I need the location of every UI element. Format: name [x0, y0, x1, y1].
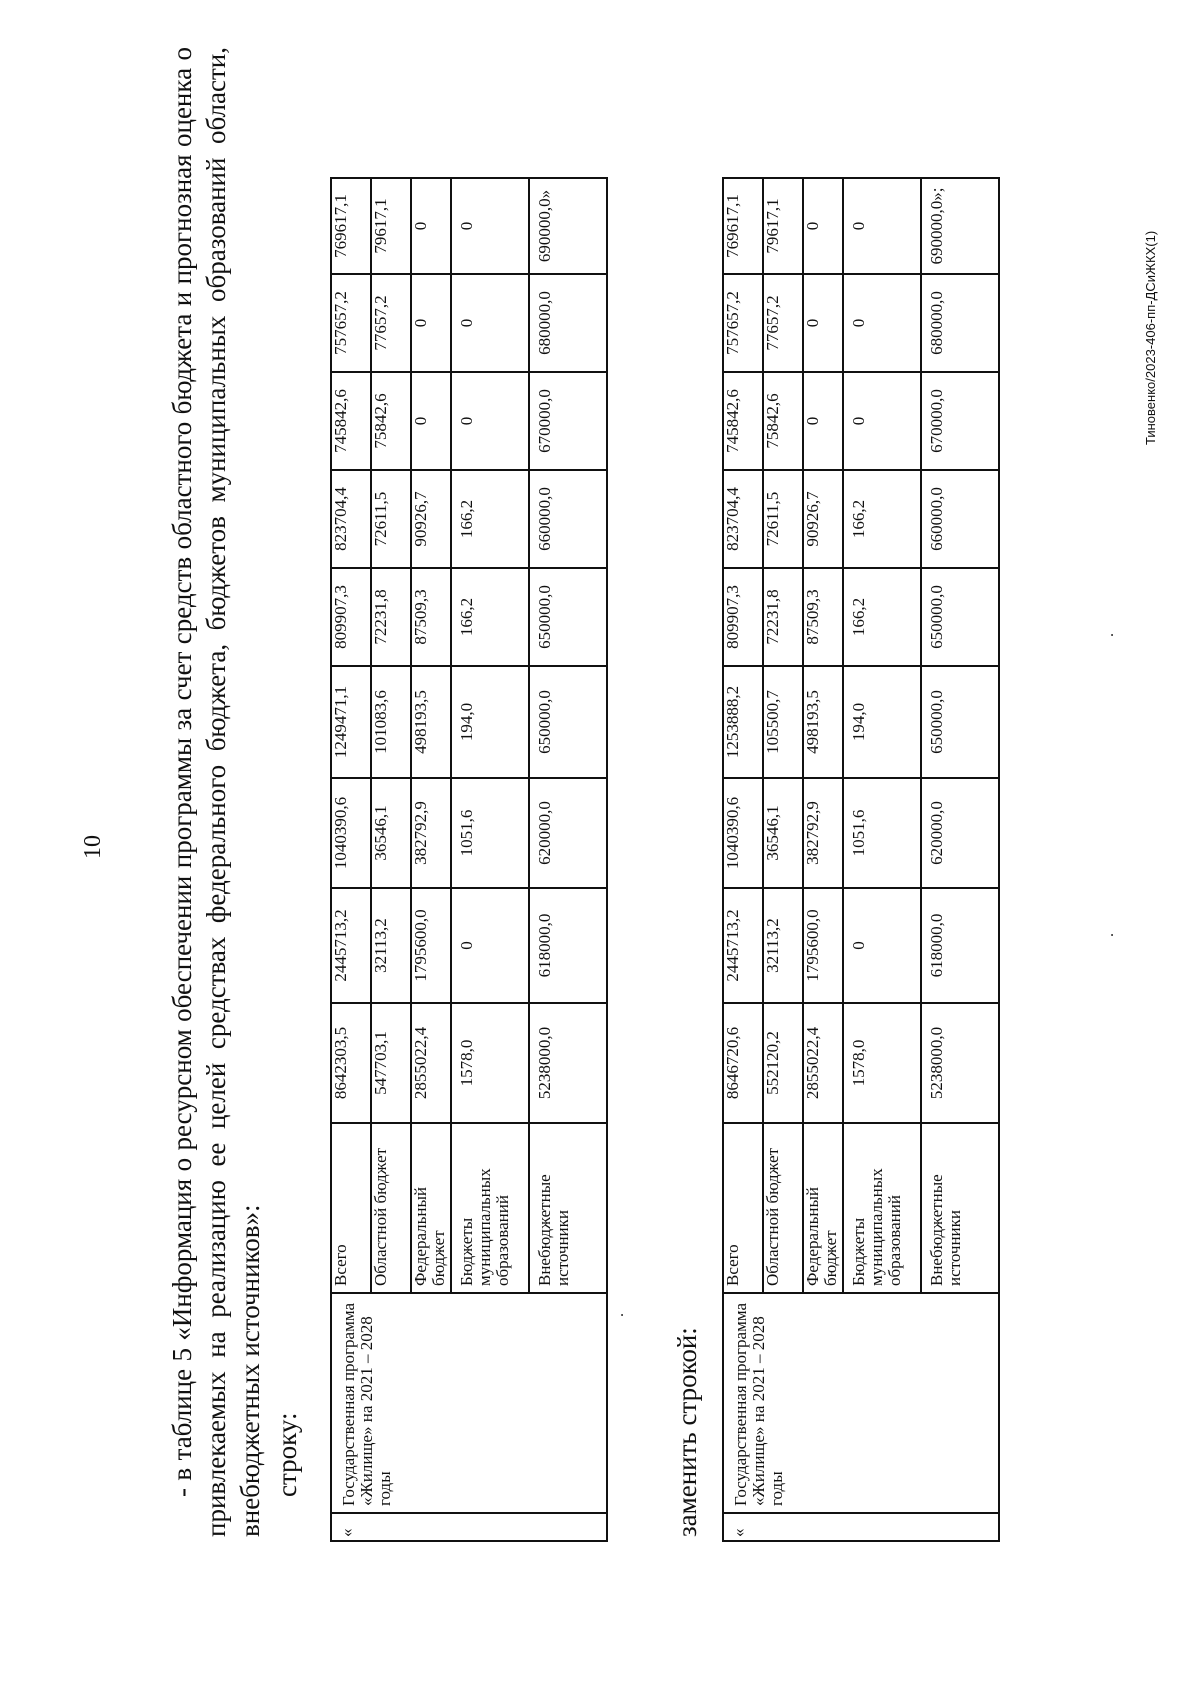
- value-cell: 5238000,0: [529, 1003, 607, 1123]
- value-cell: 650000,0: [529, 666, 607, 778]
- value-cell: 1040390,6: [723, 778, 763, 888]
- value-cell: 0: [843, 178, 921, 274]
- value-cell: 769617,1: [331, 178, 371, 274]
- value-cell: 0: [451, 274, 529, 372]
- value-cell: 79617,1: [371, 178, 411, 274]
- value-cell: 75842,6: [763, 372, 803, 470]
- value-cell: 0: [451, 888, 529, 1003]
- value-cell: 0: [843, 274, 921, 372]
- value-cell: 87509,3: [803, 568, 843, 666]
- value-cell: 2445713,2: [723, 888, 763, 1003]
- value-cell: 77657,2: [763, 274, 803, 372]
- value-cell: 72611,5: [371, 470, 411, 568]
- value-cell: 166,2: [843, 568, 921, 666]
- value-cell: 650000,0: [921, 568, 999, 666]
- value-cell: 660000,0: [529, 470, 607, 568]
- value-cell: 72611,5: [763, 470, 803, 568]
- value-cell: 36546,1: [763, 778, 803, 888]
- value-cell: 618000,0: [921, 888, 999, 1003]
- value-cell: 90926,7: [411, 470, 451, 568]
- value-cell: 79617,1: [763, 178, 803, 274]
- budget-table-old: [330, 177, 608, 1542]
- funding-source-cell: Внебюджетные источники: [921, 1123, 999, 1293]
- value-cell: 1253888,2: [723, 666, 763, 778]
- value-cell: 670000,0: [529, 372, 607, 470]
- intro-text: - в таблице 5 «Информация о ресурсном обеспечении программы за счет средств областного бюджета и прогнозная оценка о привлекаемых на реализацию ее целей средствах федерального бюджета, бюджетов муниципальных образований области, внебюджетных источников»:: [167, 47, 265, 1537]
- value-cell: 650000,0: [529, 568, 607, 666]
- value-cell: 166,2: [451, 470, 529, 568]
- stray-dot: .: [1100, 633, 1117, 637]
- value-cell: 0: [803, 274, 843, 372]
- value-cell: 757657,2: [723, 274, 763, 372]
- value-cell: 618000,0: [529, 888, 607, 1003]
- value-cell: 105500,7: [763, 666, 803, 778]
- value-cell: 1040390,6: [331, 778, 371, 888]
- value-cell: 0: [411, 274, 451, 372]
- value-cell: 680000,0: [529, 274, 607, 372]
- value-cell: 72231,8: [371, 568, 411, 666]
- value-cell: 547703,1: [371, 1003, 411, 1123]
- value-cell: 769617,1: [723, 178, 763, 274]
- value-cell: 757657,2: [331, 274, 371, 372]
- value-cell: 32113,2: [763, 888, 803, 1003]
- value-cell: 0: [451, 178, 529, 274]
- value-cell: 382792,9: [411, 778, 451, 888]
- value-cell: 1051,6: [843, 778, 921, 888]
- value-cell: 2855022,4: [411, 1003, 451, 1123]
- value-cell: 0: [843, 372, 921, 470]
- value-cell: 8646720,6: [723, 1003, 763, 1123]
- funding-source-cell: Областной бюджет: [371, 1123, 411, 1293]
- value-cell: 75842,6: [371, 372, 411, 470]
- value-cell: 90926,7: [803, 470, 843, 568]
- value-cell: 0: [803, 372, 843, 470]
- value-cell: 0: [451, 372, 529, 470]
- value-cell: 194,0: [843, 666, 921, 778]
- value-cell: 1578,0: [451, 1003, 529, 1123]
- value-cell: 0: [411, 372, 451, 470]
- value-cell: 650000,0: [921, 666, 999, 778]
- stray-dot: .: [1100, 933, 1117, 937]
- value-cell: 2445713,2: [331, 888, 371, 1003]
- value-cell: 194,0: [451, 666, 529, 778]
- value-cell: 620000,0: [921, 778, 999, 888]
- funding-source-cell: Бюджеты муниципальных образований: [843, 1123, 921, 1293]
- value-cell: 809907,3: [331, 568, 371, 666]
- value-cell: 823704,4: [331, 470, 371, 568]
- value-cell: 690000,0»: [529, 178, 607, 274]
- funding-source-cell: Внебюджетные источники: [529, 1123, 607, 1293]
- funding-source-cell: Областной бюджет: [763, 1123, 803, 1293]
- stray-dot: .: [610, 1313, 627, 1317]
- table-row: [331, 178, 371, 1541]
- program-name-cell: Государственная программа «Жилище» на 2021 – 2028 годы: [723, 1293, 999, 1513]
- funding-source-cell: Федеральный бюджет: [803, 1123, 843, 1293]
- value-cell: 87509,3: [411, 568, 451, 666]
- value-cell: 8642303,5: [331, 1003, 371, 1123]
- funding-source-cell: Всего: [723, 1123, 763, 1293]
- funding-source-cell: Всего: [331, 1123, 371, 1293]
- value-cell: 1249471,1: [331, 666, 371, 778]
- value-cell: 0: [803, 178, 843, 274]
- value-cell: 670000,0: [921, 372, 999, 470]
- value-cell: 498193,5: [411, 666, 451, 778]
- label-old-row: строку:: [272, 1412, 302, 1497]
- funding-source-cell: Бюджеты муниципальных образований: [451, 1123, 529, 1293]
- value-cell: 680000,0: [921, 274, 999, 372]
- value-cell: 72231,8: [763, 568, 803, 666]
- value-cell: 745842,6: [331, 372, 371, 470]
- open-quote: «: [331, 1513, 607, 1541]
- table-row: [723, 178, 763, 1541]
- value-cell: 0: [843, 888, 921, 1003]
- budget-table-new: [722, 177, 1000, 1542]
- intro-paragraph: [165, 47, 267, 1537]
- value-cell: 1051,6: [451, 778, 529, 888]
- open-quote: «: [723, 1513, 999, 1541]
- value-cell: 1578,0: [843, 1003, 921, 1123]
- value-cell: 36546,1: [371, 778, 411, 888]
- value-cell: 32113,2: [371, 888, 411, 1003]
- value-cell: 498193,5: [803, 666, 843, 778]
- value-cell: 166,2: [843, 470, 921, 568]
- value-cell: 552120,2: [763, 1003, 803, 1123]
- value-cell: 2855022,4: [803, 1003, 843, 1123]
- value-cell: 823704,4: [723, 470, 763, 568]
- value-cell: 5238000,0: [921, 1003, 999, 1123]
- value-cell: 77657,2: [371, 274, 411, 372]
- value-cell: 382792,9: [803, 778, 843, 888]
- value-cell: 1795600,0: [411, 888, 451, 1003]
- value-cell: 620000,0: [529, 778, 607, 888]
- footer-doc-id: Тиновенко/2023-406-пп-ДСиЖКХ(1): [1143, 230, 1158, 445]
- value-cell: 0: [411, 178, 451, 274]
- value-cell: 690000,0»;: [921, 178, 999, 274]
- value-cell: 1795600,0: [803, 888, 843, 1003]
- value-cell: 745842,6: [723, 372, 763, 470]
- funding-source-cell: Федеральный бюджет: [411, 1123, 451, 1293]
- program-name-cell: Государственная программа «Жилище» на 2021 – 2028 годы: [331, 1293, 607, 1513]
- page-number: 10: [80, 835, 106, 859]
- label-new-row: заменить строкой:: [672, 1327, 702, 1537]
- value-cell: 660000,0: [921, 470, 999, 568]
- value-cell: 101083,6: [371, 666, 411, 778]
- value-cell: 166,2: [451, 568, 529, 666]
- value-cell: 809907,3: [723, 568, 763, 666]
